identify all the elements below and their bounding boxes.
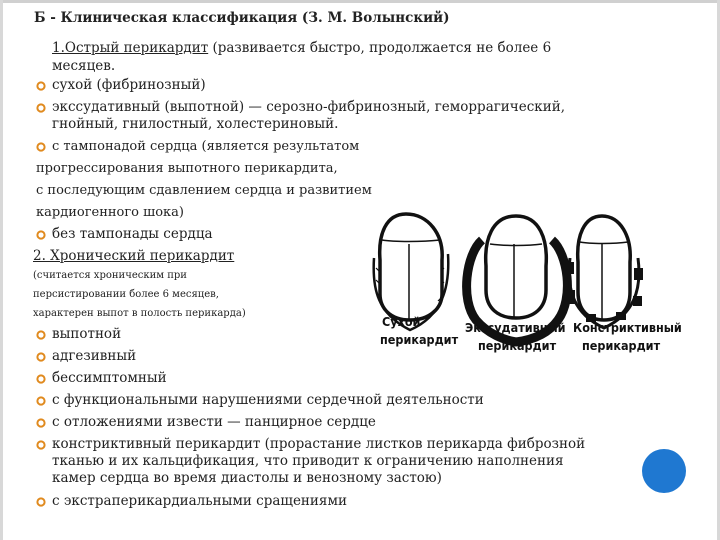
acute-heading: 1.Острый перикардит — [52, 40, 209, 56]
acute-item-exudative-cont: гнойный, гнилостный, холестериновый. — [52, 116, 339, 132]
chronic-item-adhesive: адгезивный — [52, 348, 137, 364]
chronic-item-functional: с функциональными нарушениями сердечной деятельности — [52, 392, 484, 408]
chronic-note-line-3: характерен выпот в полость перикарда) — [33, 308, 246, 319]
chronic-item-calcified: с отложениями извести — панцирное сердце — [52, 414, 376, 430]
ring-bullet-icon — [36, 418, 46, 428]
ring-bullet-icon — [36, 330, 46, 340]
dry-caption-line-2: перикардит — [380, 332, 459, 347]
acute-item-no-tamponade: без тампонады сердца — [52, 226, 213, 242]
exudative-caption-line-2: перикардит — [478, 338, 557, 353]
constrictive-caption-line-1: Констриктивный — [573, 320, 682, 335]
constrictive-caption-line-2: перикардит — [582, 338, 661, 353]
exudative-caption-line-1: Экссудативный — [465, 320, 566, 335]
chronic-note-line-1: (считается хроническим при — [33, 270, 187, 281]
acute-heading-line — [52, 42, 551, 56]
ring-bullet-icon — [36, 81, 46, 91]
ring-bullet-icon — [36, 142, 46, 152]
constrictive-pericarditis-heart — [565, 216, 643, 328]
ring-bullet-icon — [36, 440, 46, 450]
chronic-item-constrictive-cont-1: тканью и их кальцификация, что приводит к ограничению наполнения — [52, 453, 564, 469]
chronic-item-effusive: выпотной — [52, 326, 122, 342]
ring-bullet-icon — [36, 103, 46, 113]
acute-item-tamponade: с тампонадой сердца (является результатом — [52, 139, 360, 154]
acute-item-tamponade-cont-1: прогрессирования выпотного перикардита, — [36, 161, 338, 176]
dry-caption-line-1: Сухой — [382, 314, 421, 329]
chronic-note-line-2: персистировании более 6 месяцев, — [33, 289, 219, 300]
slide-top-edge — [0, 0, 720, 3]
slide-title: Б - Клиническая классификация (З. М. Волынский) — [34, 10, 450, 26]
pericarditis-diagram — [364, 210, 684, 372]
acute-item-tamponade-cont-2: с последующим сдавлением сердца и развитием — [36, 183, 372, 198]
dry-pericarditis-heart — [374, 214, 449, 330]
acute-note-line-1: (развивается быстро, продолжается не более 6 — [208, 40, 552, 56]
slide-left-edge — [0, 0, 3, 540]
ring-bullet-icon — [36, 352, 46, 362]
slide-decoration-circle — [642, 449, 686, 493]
ring-bullet-icon — [36, 497, 46, 507]
acute-item-dry: сухой (фибринозный) — [52, 77, 206, 93]
acute-note-line-2: месяцев. — [52, 58, 116, 74]
chronic-heading: 2. Хронический перикардит — [33, 248, 235, 264]
pericarditis-figure — [364, 210, 684, 372]
ring-bullet-icon — [36, 374, 46, 384]
ring-bullet-icon — [36, 396, 46, 406]
chronic-item-asymptomatic: бессимптомный — [52, 370, 167, 386]
chronic-item-constrictive: констриктивный перикардит (прорастание листков перикарда фиброзной — [52, 436, 586, 452]
ring-bullet-icon — [36, 230, 46, 240]
chronic-item-constrictive-cont-2: камер сердца во время диастолы и венозному застою) — [52, 470, 442, 486]
chronic-item-extrapericardial: с экстраперикардиальными сращениями — [52, 493, 347, 509]
acute-item-tamponade-cont-3: кардиогенного шока) — [36, 205, 184, 220]
acute-item-exudative: экссудативный (выпотной) — серозно-фибринозный, геморрагический, — [52, 99, 566, 115]
